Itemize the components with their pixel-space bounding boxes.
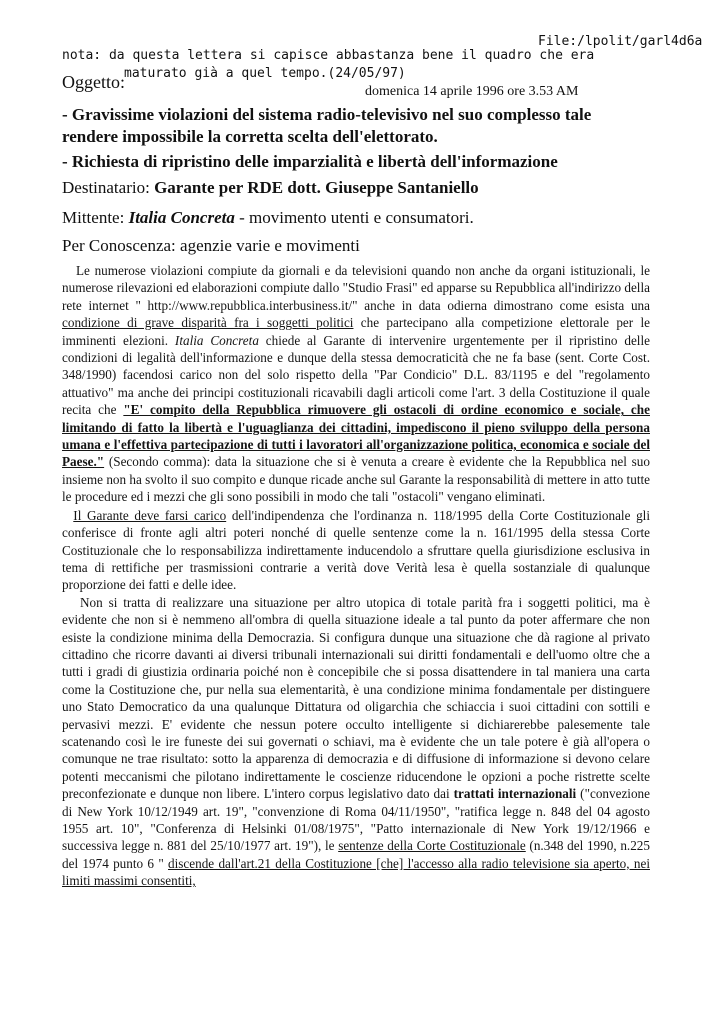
bold-phrase-treaties: trattati internazionali xyxy=(453,786,577,802)
underlined-phrase-article-21: discende dall'art.21 della Costituzione [che] l'accesso alla radio televisione sia aperto, nei limiti massimi consentiti, xyxy=(62,855,650,889)
paragraph-3-text-c: (n.348 del 1990, n.225 del 1974 punto 6 " xyxy=(62,838,650,871)
sender-line xyxy=(62,208,474,228)
underlined-phrase-sentences: sentenze della Corte Costituzionale xyxy=(338,838,526,854)
paragraph-1-text-d: (Secondo comma): data la situazione che si è venuta a creare è evidente che la Repubblica nel suo insieme non ha svolto il suo compito e dunque ricade anche sul Garante la responsabilità di mettere in atto tutte le procedure ed i mezzi che gli sono possibili in modo che tali "ostacoli" vengano eliminati. xyxy=(62,454,650,505)
paragraph-1-text-a: Le numerose violazioni compiute da giornali e da televisioni quando non anche da organi istituzionali, le numerose rilevazioni ed elaborazioni compiute dallo "Studio Frasi" ed apparse su Repubblica all'indirizzo della rete internet " http://www.repubblica.interbusiness.it/" anche in data odierna dimostrano come esista una xyxy=(62,263,650,313)
sender-name: Italia Concreta xyxy=(128,208,235,227)
sender-description: - movimento utenti e consumatori. xyxy=(234,208,474,227)
sender-label: Mittente: xyxy=(62,208,129,227)
paragraph-2 xyxy=(62,507,650,594)
underlined-phrase-disparity: condizione di grave disparità fra i soggetti politici xyxy=(62,315,354,331)
subject-line-2: - Richiesta di ripristino delle imparzialità e libertà dell'informazione xyxy=(62,152,558,171)
recipient-label: Destinatario: xyxy=(62,178,155,197)
letter-date: domenica 14 aprile 1996 ore 3.53 AM xyxy=(365,84,579,99)
paragraph-3 xyxy=(62,594,650,890)
paragraph-1-text-c: chiede al Garante di intervenire urgentemente per il ripristino delle condizioni di legalità dell'informazione e dunque della stessa democraticità che ne fa base (sent. Corte Cost. 348/1990) facendosi carico non del solo rispetto della "Par Condicio" D.L. 83/1195 e del "regolamento attuativo" ma anche dei principi costituzionali ricavabili dagli articoli come l'art. 3 della Costituzione il quale recita che xyxy=(62,332,650,418)
letter-body xyxy=(62,262,650,890)
oggetto-label: Oggetto: xyxy=(62,72,125,92)
italic-org-name: Italia Concreta xyxy=(174,332,259,348)
cc-line: Per Conoscenza: agenzie varie e movimenti xyxy=(62,236,360,255)
subject-line-1: - Gravissime violazioni del sistema radio-televisivo nel suo complesso tale rendere impossibile la corretta scelta dell'elettorato. xyxy=(62,105,592,146)
note-line-2: maturato già a quel tempo.(24/05/97) xyxy=(124,66,406,81)
paragraph-3-text-b: ("convezione di New York 10/12/1949 art. 19", "convenzione di Roma 04/11/1950", "ratifica legge n. 848 del 04 agosto 1955 art. 10", "Conferenza di Helsinki 01/08/1975", "Patto internazionale di New York 19/12/1966 e successiva legge n. 881 del 25/10/1977 art. 19"), le xyxy=(62,786,651,854)
paragraph-3-text-a: Non si tratta di realizzare una situazione per altro utopica di totale parità fra i soggetti politici, ma è evidente che non si è nemmeno all'ombra di quella situazione ideale a tal punto da poter affermare che non esiste la condizione minima della Democrazia. Si configura dunque una situazione che dà ragione al privato cittadino che ricorre davanti ai diversi tribunali internazionali sui diritti fondamentali e dell'uomo oltre che a tutti i gradi di giustizia ordinaria poiché non è concepibile che si possa disattendere in tal maniera una carta come la Costituzione che, pur nella sua elementarità, è una condizione minima fondamentale per distinguere uno Stato Democratico da una qualunque Dittatura od oligarchia che schiaccia i suoi cittadini con sottili e pervasivi mezzi. E' evidente che nessun potere occulto intelligente si dichiarerebbe palesemente tale scatenando così le ire funeste dei sui governati o schiavi, ma è evidente che un tale potere è già all'opera o comunque ne trae risultato: sotto la apparenza di democrazia e di diffusione di informazione si devono celare potenti meccanismi che pilotano indirettamente le coscienze riducendone le opzioni a poche ristrette scelte preconfezionate e dunque non libere. L'intero corpus legislativo dato dai xyxy=(62,594,650,802)
underlined-phrase-garante: Il Garante deve farsi carico xyxy=(73,507,227,523)
constitution-quote: "E' compito della Repubblica rimuovere gli ostacoli di ordine economico e sociale, che limitando di fatto la libertà e l'uguaglianza dei cittadini, impediscono il pieno sviluppo della persona umana e l'effettiva partecipazione di tutti i lavoratori all'organizzazione politica, economica e sociale del Paese." xyxy=(62,402,650,470)
paragraph-1 xyxy=(62,262,650,506)
paragraph-1-text-b: che partecipano alla competizione elettorale per le imminenti elezioni. xyxy=(62,315,650,348)
recipient-value: Garante per RDE dott. Giuseppe Santaniello xyxy=(154,178,479,197)
note-line-1: nota: da questa lettera si capisce abbastanza bene il quadro che era xyxy=(62,48,595,63)
paragraph-2-text: dell'indipendenza che l'ordinanza n. 118/1995 della Corte Costituzionale gli conferisce di fronte agli altri poteri nonché di quelle sentenze come la n. 161/1995 della stessa Corte Costituzionale che lo responsabilizza indirettamente inducendolo a sfruttare quella giurisdizione esclusiva in tema di rettifiche per trasmissioni contrarie a verità dove Verità lesa è quella sostanziale di qualunque proporzione dei fatti e delle idee. xyxy=(62,507,650,593)
file-reference: File:/lpolit/garl4d6a xyxy=(538,34,703,49)
recipient-line xyxy=(62,178,479,198)
